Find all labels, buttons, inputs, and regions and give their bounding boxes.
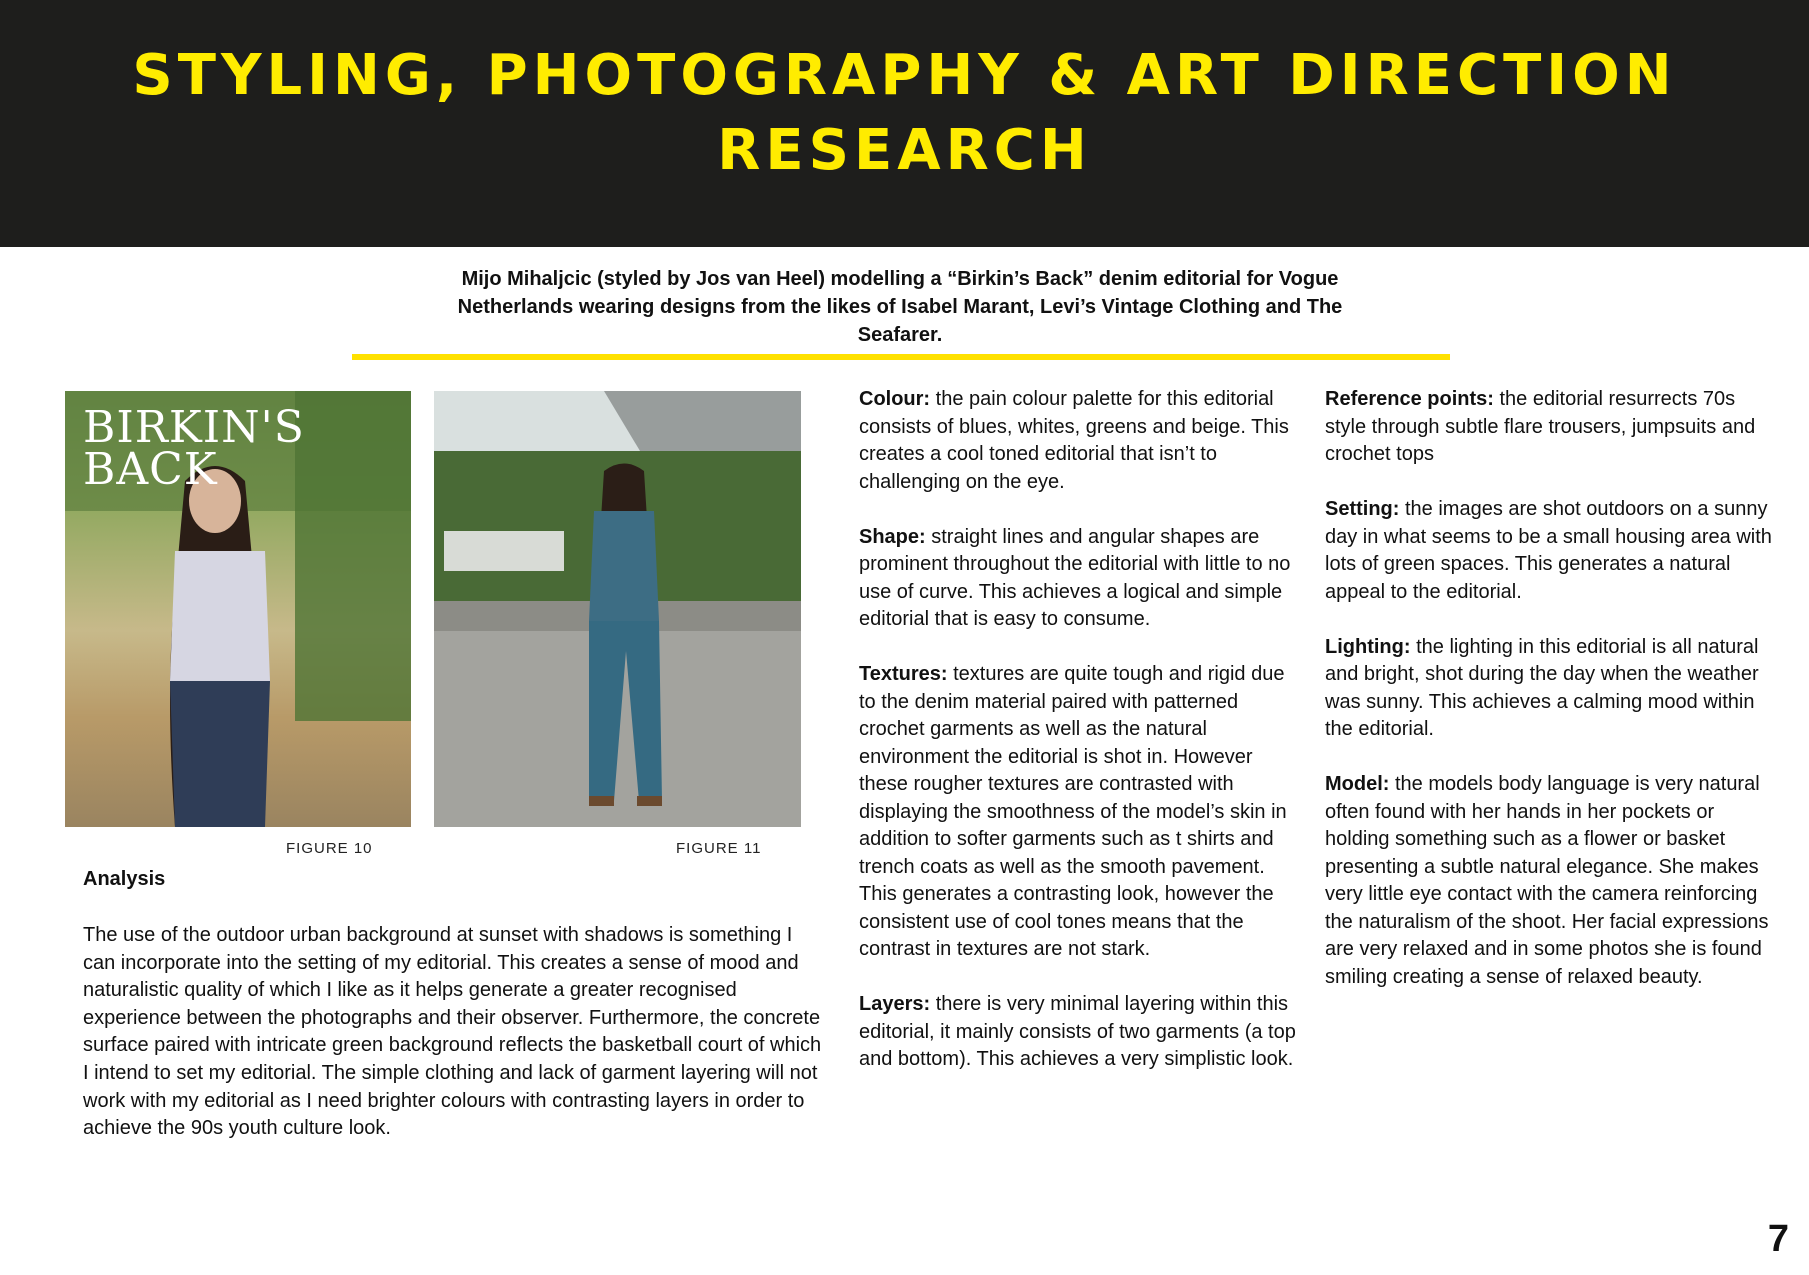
magazine-title-line1: BIRKIN'S: [83, 402, 305, 453]
page-title-line2: RESEARCH: [717, 118, 1092, 183]
reference-points-label: Reference points:: [1325, 388, 1494, 410]
figure-11-image: [434, 391, 801, 827]
lighting-label: Lighting:: [1325, 635, 1411, 658]
model-text: the models body language is very natural often found with her hands in her pockets or holding something such as a flower or basket presenting a subtle natural elegance. She makes very little eye contact with the camera reinforcing the naturalism of the shoot. Her facial expressions are very relaxed and in some photos she is found smiling creating a sense of relaxed beauty.: [1325, 773, 1769, 988]
page-number: 7: [1767, 1218, 1789, 1260]
header-banner: [0, 0, 1809, 247]
colour-paragraph: [859, 386, 1299, 496]
setting-label: Setting:: [1325, 498, 1400, 520]
figure-10-image: [65, 391, 411, 827]
figure-11-illustration: [434, 391, 801, 827]
analysis-column-2: [859, 386, 1299, 1101]
magazine-title-line2: BACK: [83, 444, 218, 495]
colour-label: Colour:: [859, 388, 931, 410]
setting-paragraph: [1325, 496, 1775, 606]
layers-text: there is very minimal layering within this editorial, it mainly consists of two garments (a top and bottom). This achieves a very simplistic look.: [859, 993, 1296, 1070]
textures-label: Textures:: [859, 663, 948, 685]
figure-11-caption: FIGURE 11: [676, 840, 762, 857]
lighting-text: the lighting in this editorial is all natural and bright, shot during the day when the weather was sunny. This achieves a calming mood within the editorial.: [1325, 635, 1759, 740]
model-label: Model:: [1325, 773, 1390, 795]
lighting-paragraph: [1325, 634, 1775, 744]
analysis-text: The use of the outdoor urban background at sunset with shadows is something I can incorporate into the setting of my editorial. This creates a sense of mood and naturalistic quality of which I like as it helps generate a greater recognised experience between the photographs and their observer. Furthermore, the concrete surface paired with intricate green background reflects the basketball court of which I intend to set my editorial. The simple clothing and lack of garment layering will not work with my editorial as I need brighter colours with contrasting layers in order to achieve the 90s youth culture look.: [83, 924, 822, 1140]
layers-paragraph: [859, 991, 1299, 1074]
shape-paragraph: [859, 524, 1299, 634]
magazine-cover-title: [83, 402, 305, 495]
editorial-subtitle: Mijo Mihaljcic (styled by Jos van Heel) modelling a “Birkin’s Back” denim editorial for Vogue Netherlands wearing designs from the likes of Isabel Marant, Levi’s Vintage Clothing and The Seafarer.: [457, 268, 1343, 346]
textures-paragraph: [859, 661, 1299, 964]
layers-label: Layers:: [859, 993, 931, 1015]
reference-points-paragraph: [1325, 386, 1775, 469]
page-title: [0, 38, 1809, 188]
textures-text: textures are quite tough and rigid due to the denim material paired with patterned crochet garments as well as the natural environment the editorial is shot in. However these rougher textures are contrasted with displaying the smoothness of the model’s skin in addition to softer garments such as t shirts and trench coats as well as the smooth pavement. This generates a contrasting look, however the consistent use of cool tones means that the contrast in textures are not stark.: [859, 663, 1287, 960]
page-title-line1: STYLING, PHOTOGRAPHY & ART DIRECTION: [132, 43, 1677, 108]
shape-text: straight lines and angular shapes are prominent throughout the editorial with little to no use of curve. This achieves a logical and simple editorial that is easy to consume.: [859, 525, 1291, 630]
setting-text: the images are shot outdoors on a sunny day in what seems to be a small housing area with lots of green spaces. This generates a natural appeal to the editorial.: [1325, 498, 1772, 603]
analysis-column-3: [1325, 386, 1775, 1019]
analysis-heading: Analysis: [83, 868, 166, 890]
reference-points-text: the editorial resurrects 70s style through subtle flare trousers, jumpsuits and crochet tops: [1325, 388, 1756, 465]
colour-text: the pain colour palette for this editorial consists of blues, whites, greens and beige. This creates a cool toned editorial that isn’t to challenging on the eye.: [859, 388, 1289, 493]
figure-10-caption: FIGURE 10: [286, 840, 373, 857]
yellow-divider: [352, 354, 1450, 360]
shape-label: Shape:: [859, 525, 926, 548]
model-paragraph: [1325, 771, 1775, 991]
